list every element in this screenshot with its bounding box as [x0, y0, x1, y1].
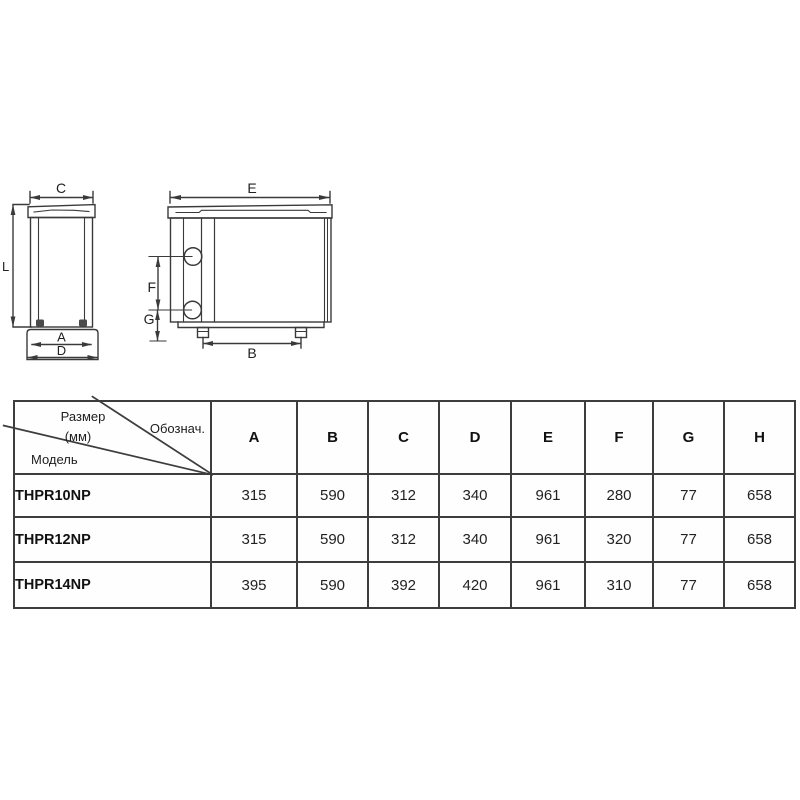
value-cell: 392 — [368, 562, 439, 608]
value-cell: 340 — [439, 517, 511, 562]
front-body — [171, 218, 332, 322]
column-header-c: C — [368, 401, 439, 474]
column-header-a: A — [211, 401, 297, 474]
front-lid — [168, 205, 332, 218]
value-cell: 658 — [724, 474, 795, 517]
value-cell: 77 — [653, 474, 724, 517]
front-lid-seam — [176, 210, 326, 212]
corner-size-label: Размер — [60, 409, 106, 424]
side-foot-left — [36, 320, 44, 327]
model-cell: THPR12NP — [14, 517, 211, 562]
dimension-drawings — [0, 0, 800, 395]
column-header-d: D — [439, 401, 511, 474]
dim-label-c: C — [55, 180, 67, 196]
value-cell: 77 — [653, 562, 724, 608]
value-cell: 590 — [297, 517, 368, 562]
corner-cell — [14, 401, 211, 474]
front-foot-right — [296, 328, 307, 338]
dim-label-l: L — [2, 259, 10, 274]
value-cell: 312 — [368, 517, 439, 562]
dim-label-g: G — [143, 311, 155, 327]
column-header-f: F — [585, 401, 653, 474]
dim-l — [11, 205, 31, 328]
value-cell: 312 — [368, 474, 439, 517]
value-cell: 590 — [297, 474, 368, 517]
value-cell: 961 — [511, 562, 585, 608]
value-cell: 590 — [297, 562, 368, 608]
dim-label-f: F — [147, 279, 156, 295]
front-base-plate — [178, 322, 324, 328]
column-header-h: H — [724, 401, 795, 474]
dim-label-d: D — [56, 343, 67, 358]
value-cell: 340 — [439, 474, 511, 517]
dim-label-e: E — [247, 180, 257, 196]
value-cell: 320 — [585, 517, 653, 562]
side-view-drawing — [2, 180, 98, 360]
value-cell: 961 — [511, 474, 585, 517]
dim-label-b: B — [247, 345, 257, 361]
column-header-e: E — [511, 401, 585, 474]
corner-unit-label: (мм) — [64, 429, 92, 444]
column-header-g: G — [653, 401, 724, 474]
model-cell: THPR10NP — [14, 474, 211, 517]
value-cell: 658 — [724, 517, 795, 562]
model-cell: THPR14NP — [14, 562, 211, 608]
corner-model-label: Модель — [31, 452, 78, 467]
value-cell: 961 — [511, 517, 585, 562]
table-row — [14, 474, 795, 517]
front-foot-left — [198, 328, 209, 338]
table-row — [14, 562, 795, 608]
value-cell: 420 — [439, 562, 511, 608]
value-cell: 315 — [211, 474, 297, 517]
side-body — [31, 218, 93, 328]
table-row — [14, 517, 795, 562]
value-cell: 315 — [211, 517, 297, 562]
value-cell: 77 — [653, 517, 724, 562]
side-foot-right — [79, 320, 87, 327]
side-lid-seam — [34, 210, 89, 212]
value-cell: 395 — [211, 562, 297, 608]
value-cell: 280 — [585, 474, 653, 517]
dim-label-a: A — [57, 329, 66, 345]
front-view-drawing — [144, 180, 332, 361]
column-header-b: B — [297, 401, 368, 474]
value-cell: 310 — [585, 562, 653, 608]
dimensions-table — [13, 400, 796, 609]
value-cell: 658 — [724, 562, 795, 608]
dim-f — [156, 257, 161, 311]
corner-designation-label: Обознач. — [149, 421, 205, 436]
table-header-row — [14, 401, 795, 474]
